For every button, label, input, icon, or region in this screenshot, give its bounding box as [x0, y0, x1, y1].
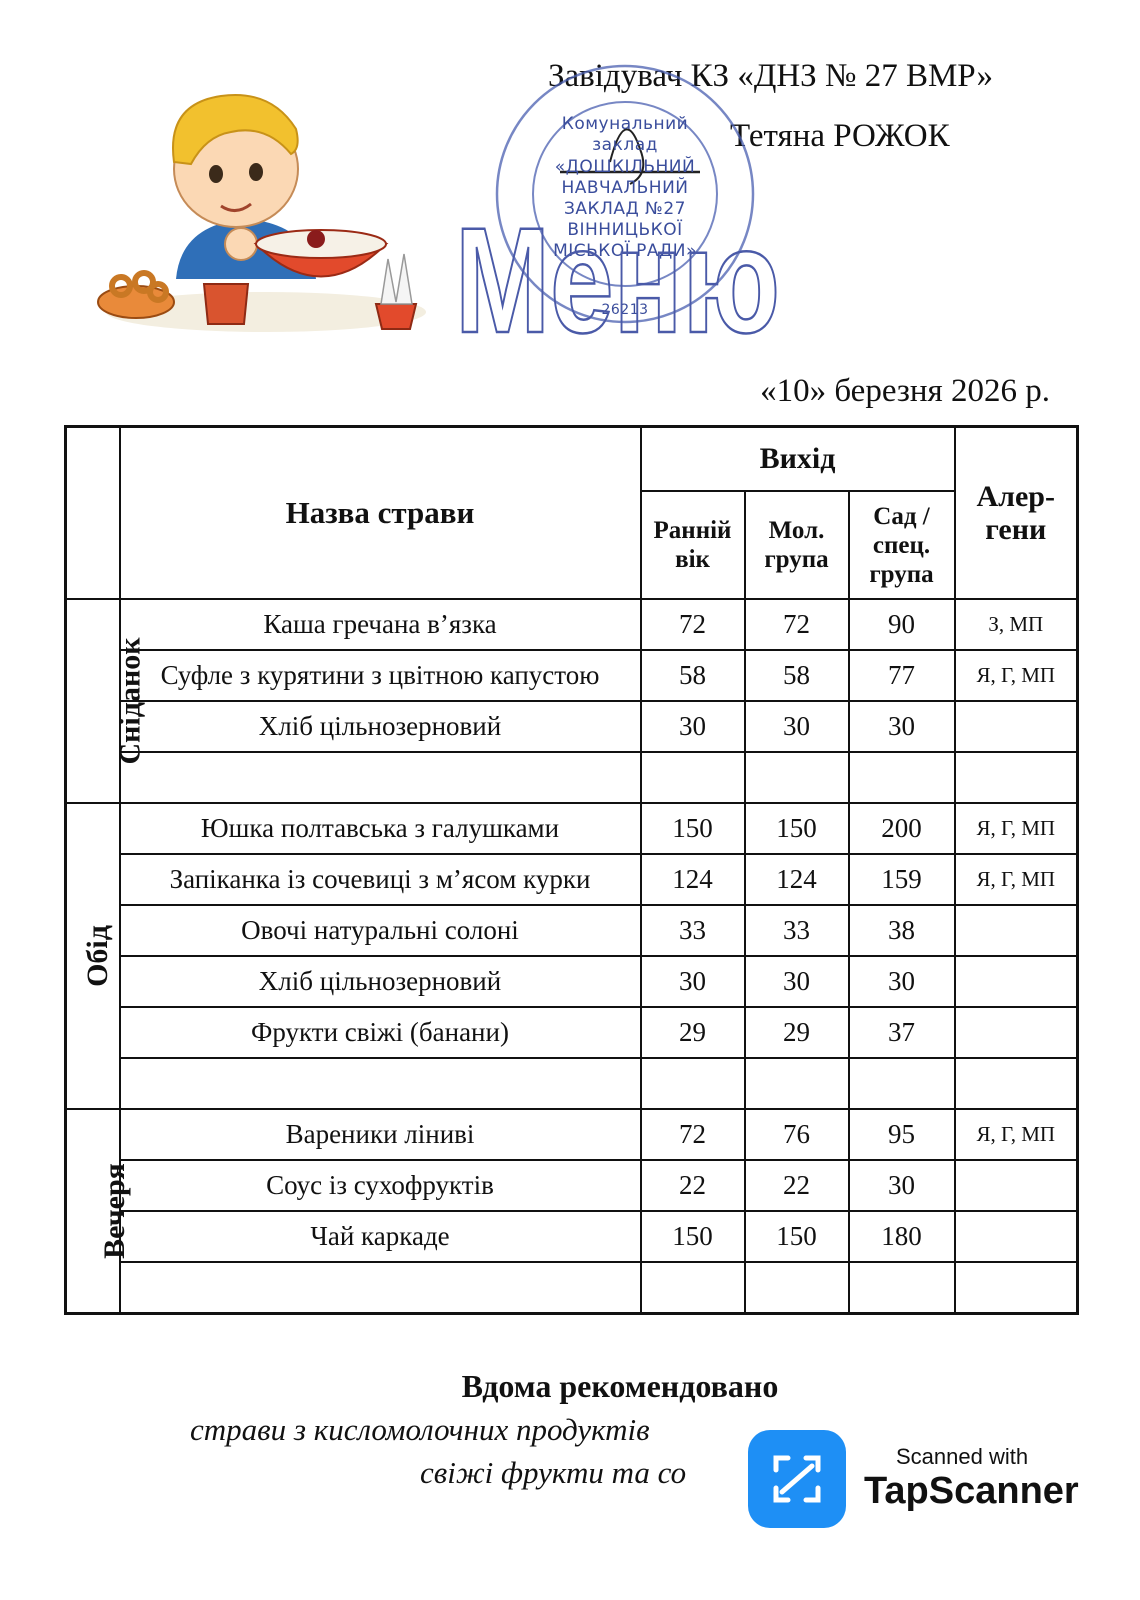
meal-label — [66, 803, 120, 1109]
output-kindergarten-group — [849, 1262, 955, 1314]
stamp-code: 26213 — [601, 302, 649, 318]
output-junior-group — [745, 752, 849, 803]
output-early-age: 150 — [641, 803, 745, 854]
header-meal-blank — [66, 427, 120, 600]
table-row — [66, 803, 1078, 854]
menu-title — [455, 214, 785, 344]
output-junior-group: 76 — [745, 1109, 849, 1160]
dish-name: Запіканка із сочевиці з м’ясом курки — [120, 854, 641, 905]
allergens-cell — [955, 1007, 1078, 1058]
meal-label-text: Вечеря — [97, 1163, 131, 1259]
approver-title: Завідувач КЗ «ДНЗ № 27 ВМР» — [548, 58, 993, 94]
output-kindergarten-group — [849, 752, 955, 803]
stamp-line-1: Комунальний — [561, 114, 689, 134]
output-early-age: 30 — [641, 701, 745, 752]
output-junior-group: 30 — [745, 701, 849, 752]
output-kindergarten-group: 30 — [849, 956, 955, 1007]
dish-name: Фрукти свіжі (банани) — [120, 1007, 641, 1058]
scanner-app-icon — [748, 1430, 846, 1528]
stamp-line-7: МІСЬКОЇ РАДИ» — [553, 241, 697, 261]
output-kindergarten-group: 37 — [849, 1007, 955, 1058]
table-row — [66, 701, 1078, 752]
output-early-age: 124 — [641, 854, 745, 905]
allergens-cell — [955, 905, 1078, 956]
scanner-caption: Scanned with — [896, 1444, 1029, 1469]
allergens-cell: Я, Г, МП — [955, 803, 1078, 854]
allergens-cell: Я, Г, МП — [955, 1109, 1078, 1160]
table-row — [66, 752, 1078, 803]
table-row — [66, 1109, 1078, 1160]
menu-table-body — [66, 599, 1078, 1314]
dish-name: Овочі натуральні солоні — [120, 905, 641, 956]
stamp-line-6: ВІННИЦЬКОЇ — [567, 220, 683, 240]
header-kindergarten-group: Сад / спец. група — [849, 491, 955, 599]
output-early-age — [641, 1058, 745, 1109]
output-early-age: 72 — [641, 1109, 745, 1160]
output-early-age: 58 — [641, 650, 745, 701]
table-row — [66, 599, 1078, 650]
output-early-age — [641, 1262, 745, 1314]
stamp-line-5: ЗАКЛАД №27 — [563, 199, 686, 219]
output-junior-group: 150 — [745, 1211, 849, 1262]
dish-name: Юшка полтавська з галушками — [120, 803, 641, 854]
stamp-line-4: НАВЧАЛЬНИЙ — [561, 178, 689, 198]
table-row — [66, 1007, 1078, 1058]
output-early-age: 72 — [641, 599, 745, 650]
output-junior-group — [745, 1262, 849, 1314]
stamp-line-2: заклад — [592, 135, 658, 155]
dish-name: Чай каркаде — [120, 1211, 641, 1262]
output-early-age — [641, 752, 745, 803]
header-early-age: Ранній вік — [641, 491, 745, 599]
stamp-line-3: «ДОШКІЛЬНИЙ — [554, 157, 696, 177]
allergens-cell: З, МП — [955, 599, 1078, 650]
meal-label-text: Обід — [80, 925, 114, 987]
recommendation-line-1: страви з кисломолочних продуктів — [190, 1412, 650, 1447]
table-row — [66, 1211, 1078, 1262]
allergens-cell — [955, 752, 1078, 803]
output-junior-group: 150 — [745, 803, 849, 854]
output-junior-group: 33 — [745, 905, 849, 956]
output-kindergarten-group: 180 — [849, 1211, 955, 1262]
table-row — [66, 1160, 1078, 1211]
dish-name: Суфле з курятини з цвітною капустою — [120, 650, 641, 701]
table-row — [66, 650, 1078, 701]
recommendation-title: Вдома рекомендовано — [461, 1368, 779, 1404]
table-row — [66, 1058, 1078, 1109]
dish-name — [120, 752, 641, 803]
output-early-age: 150 — [641, 1211, 745, 1262]
output-junior-group: 29 — [745, 1007, 849, 1058]
meal-label — [66, 1109, 131, 1314]
output-early-age: 22 — [641, 1160, 745, 1211]
output-kindergarten-group: 38 — [849, 905, 955, 956]
allergens-cell — [955, 1160, 1078, 1211]
output-early-age: 30 — [641, 956, 745, 1007]
dish-name — [120, 1058, 641, 1109]
allergens-cell — [955, 1211, 1078, 1262]
header-output: Вихід — [641, 427, 955, 492]
output-junior-group: 72 — [745, 599, 849, 650]
output-kindergarten-group — [849, 1058, 955, 1109]
table-row — [66, 1262, 1078, 1314]
dish-name — [120, 1262, 641, 1314]
dish-name: Хліб цільнозерновий — [120, 701, 641, 752]
dish-name: Соус із сухофруктів — [120, 1160, 641, 1211]
output-kindergarten-group: 77 — [849, 650, 955, 701]
output-kindergarten-group: 200 — [849, 803, 955, 854]
dish-name: Вареники ліниві — [120, 1109, 641, 1160]
output-early-age: 33 — [641, 905, 745, 956]
approver-name: Тетяна РОЖОК — [730, 118, 950, 154]
table-row — [66, 854, 1078, 905]
dish-name: Хліб цільнозерновий — [120, 956, 641, 1007]
output-kindergarten-group: 30 — [849, 701, 955, 752]
menu-table — [64, 425, 1079, 1315]
recommendation-line-2: свіжі фрукти та со — [420, 1455, 687, 1490]
menu-title-text: Меню — [455, 214, 780, 344]
allergens-cell — [955, 956, 1078, 1007]
scanner-brand: TapScanner — [864, 1470, 1079, 1512]
output-junior-group: 58 — [745, 650, 849, 701]
output-junior-group: 22 — [745, 1160, 849, 1211]
menu-date: «10» березня 2026 р. — [760, 373, 1050, 409]
output-junior-group — [745, 1058, 849, 1109]
header-junior-group: Мол. група — [745, 491, 849, 599]
output-early-age: 29 — [641, 1007, 745, 1058]
meal-label-text: Сніданок — [113, 637, 147, 765]
allergens-cell: Я, Г, МП — [955, 854, 1078, 905]
output-kindergarten-group: 95 — [849, 1109, 955, 1160]
output-junior-group: 30 — [745, 956, 849, 1007]
child-eating-illustration — [96, 74, 446, 344]
tapscanner-watermark — [748, 1430, 1088, 1530]
header-dish-name: Назва страви — [120, 427, 641, 600]
allergens-cell — [955, 1262, 1078, 1314]
dish-name: Каша гречана в’язка — [120, 599, 641, 650]
output-kindergarten-group: 30 — [849, 1160, 955, 1211]
table-row — [66, 956, 1078, 1007]
meal-label — [66, 599, 147, 803]
header-allergens: Алер-гени — [955, 427, 1078, 600]
output-junior-group: 124 — [745, 854, 849, 905]
output-kindergarten-group: 90 — [849, 599, 955, 650]
allergens-cell: Я, Г, МП — [955, 650, 1078, 701]
output-kindergarten-group: 159 — [849, 854, 955, 905]
allergens-cell — [955, 1058, 1078, 1109]
allergens-cell — [955, 701, 1078, 752]
scan-frame-icon — [748, 1430, 846, 1528]
table-row — [66, 905, 1078, 956]
